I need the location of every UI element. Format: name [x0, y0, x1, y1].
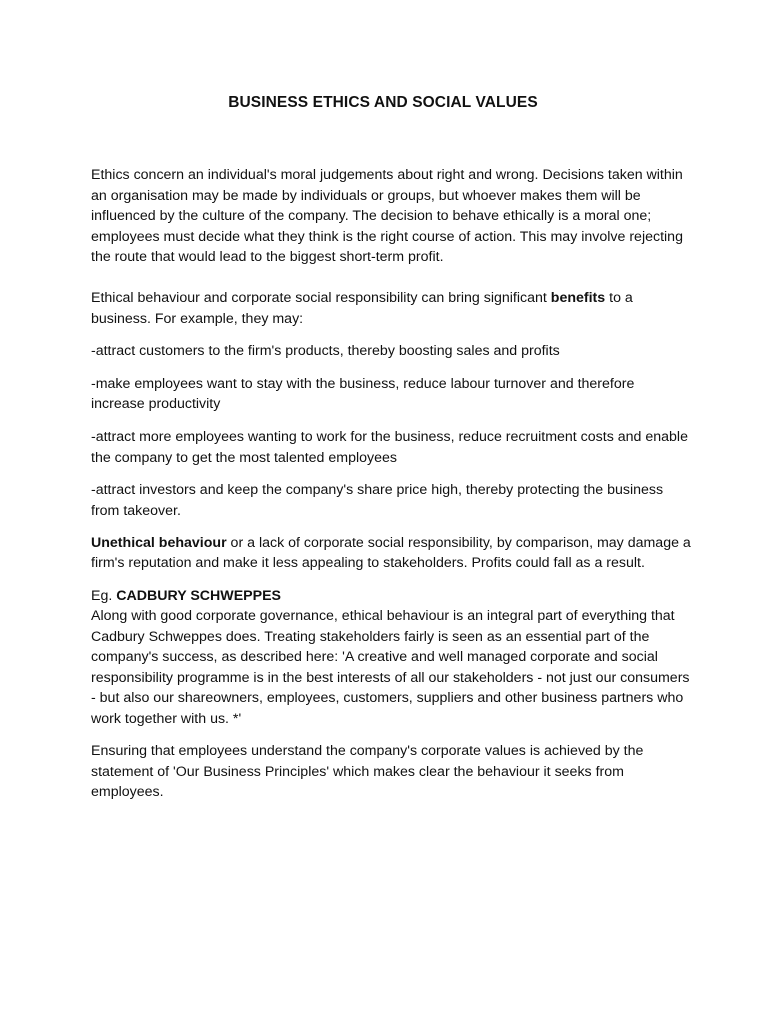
benefit-item: -make employees want to stay with the business, reduce labour turnover and therefore increase productivity: [91, 375, 635, 413]
principles-paragraph: Ensuring that employees understand the company's corporate values is achieved by the statement of 'Our Business Principles' which makes clear the behaviour it seeks from employees.: [91, 743, 644, 801]
benefit-item: -attract investors and keep the company's share price high, thereby protecting the business from takeover.: [91, 482, 664, 519]
benefits-text-after: to a business. For example, they may:: [91, 289, 633, 327]
unethical-text: or a lack of corporate social responsibility, by comparison, may damage a firm's reputation and make it less appealing to stakeholders. Profits could fall as a result.: [91, 534, 691, 572]
unethical-paragraph: [91, 533, 691, 574]
document-title: BUSINESS ETHICS AND SOCIAL VALUES: [228, 94, 538, 111]
unethical-bold: Unethical behaviour: [91, 534, 227, 551]
benefits-bold: benefits: [550, 289, 606, 306]
intro-paragraph: Ethics concern an individual's moral judgements about right and wrong. Decisions taken within an organisation may be made by individuals or groups, but whoever makes them will be influenced by the culture of the company. The decision to behave ethically is a moral one; employees must decide what they think is the right course of action. This may involve rejecting the route that would lead to the biggest short-term profit.: [91, 167, 683, 266]
benefit-item: -attract customers to the firm's products, thereby boosting sales and profits: [91, 343, 560, 360]
benefit-item: -attract more employees wanting to work for the business, reduce recruitment costs and enable the company to get the most talented employees: [91, 428, 688, 466]
cadbury-paragraph: Along with good corporate governance, ethical behaviour is an integral part of everything that Cadbury Schweppes does. Treating stakeholders fairly is seen as an essential part of the company's success, as described here: 'A creative and well managed corporate and social responsibility programme is in the best interests of all our stakeholders - not just our consumers - but also our shareowners, employees, customers, suppliers and other business partners who work together with us. *': [91, 608, 690, 728]
benefits-text-before: Ethical behaviour and corporate social responsibility can bring significant: [91, 289, 551, 306]
example-company: CADBURY SCHWEPPES: [116, 587, 282, 604]
benefits-paragraph: [91, 288, 691, 329]
document-body: [91, 165, 691, 803]
example-heading: [91, 586, 691, 607]
example-prefix: Eg.: [91, 587, 117, 604]
